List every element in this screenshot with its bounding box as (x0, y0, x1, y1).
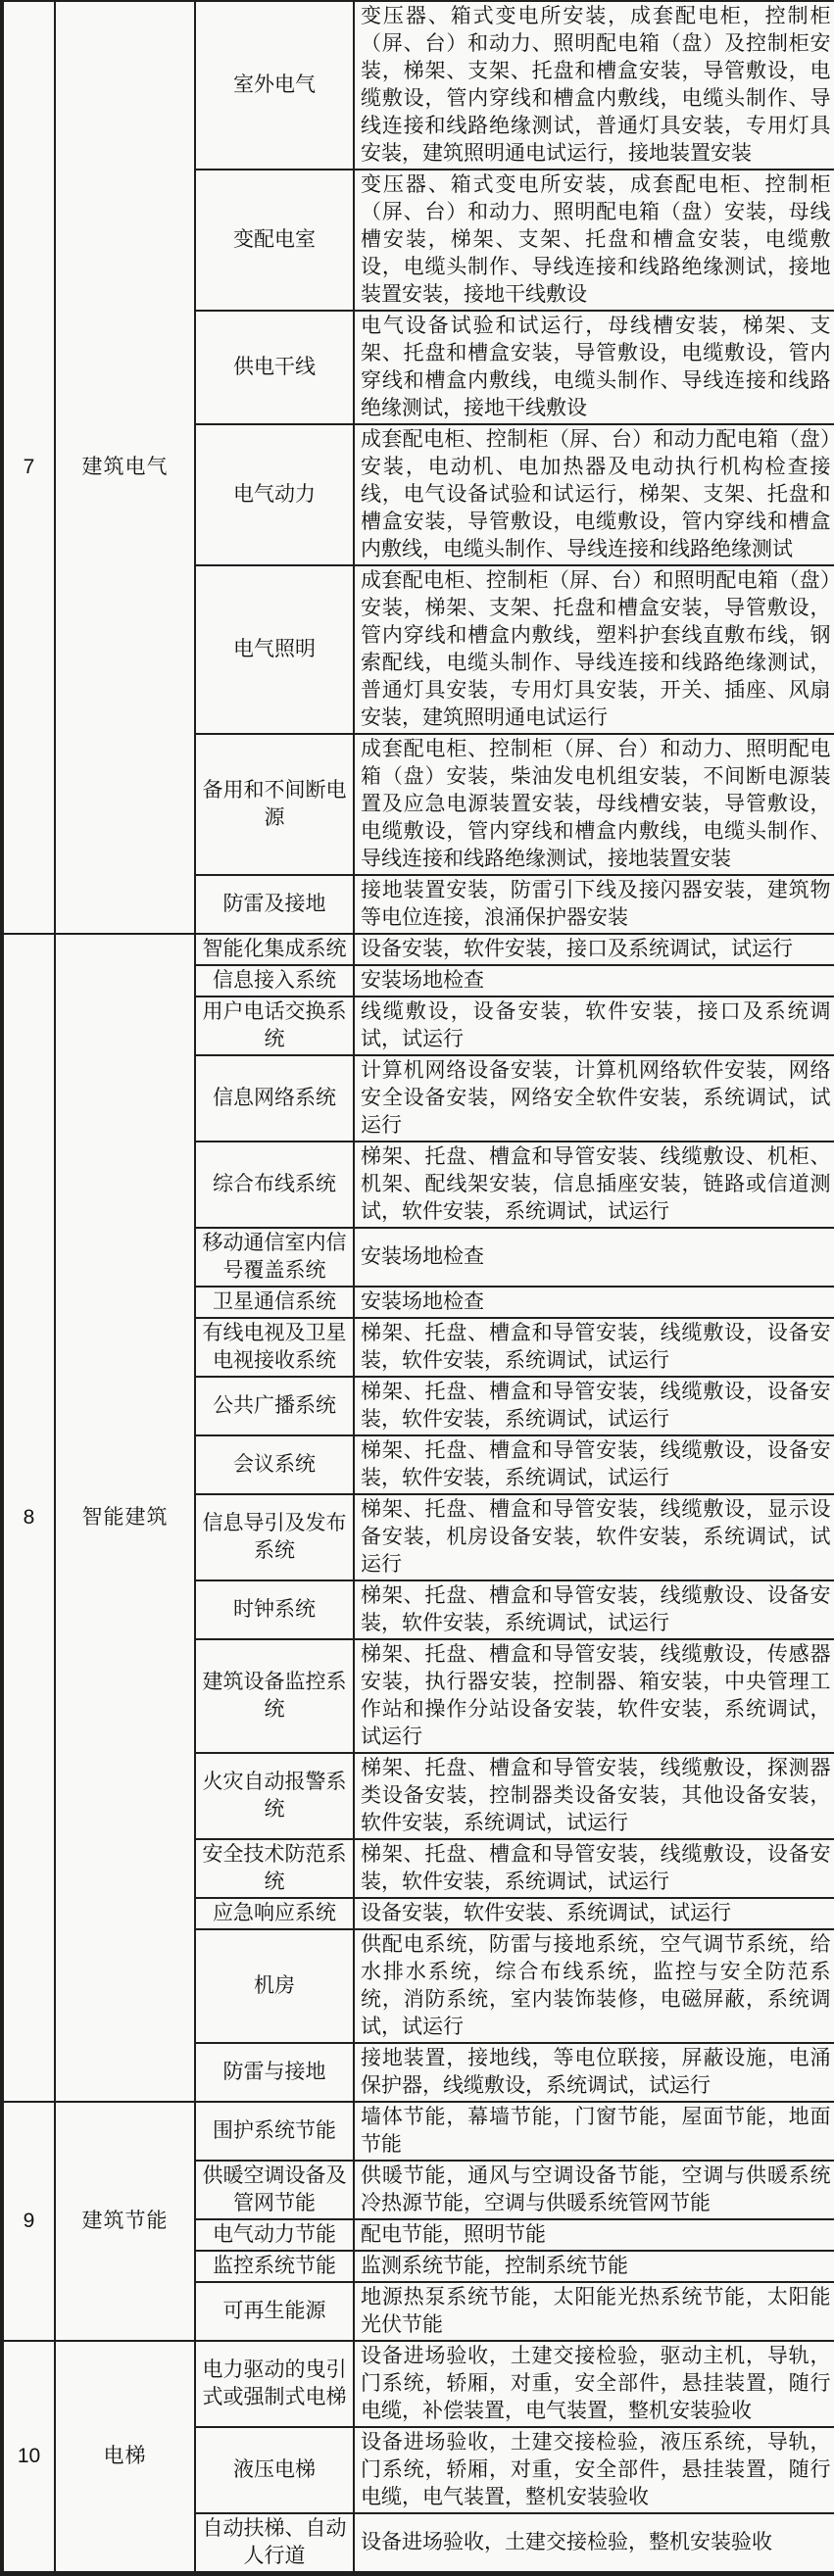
subdivision-name-cell: 综合布线系统 (195, 1142, 354, 1228)
subdivision-name-cell: 电气动力 (195, 424, 354, 565)
inspection-items-cell: 监测系统节能，控制系统节能 (354, 2251, 834, 2282)
inspection-items-cell: 设备安装，软件安装、系统调试，试运行 (354, 1898, 834, 1929)
inspection-items-cell: 梯架、托盘、槽盒和导管安装，线缆敷设，设备安装，软件安装，系统调试，试运行 (354, 1435, 834, 1494)
subdivision-name-cell: 供电干线 (195, 311, 354, 424)
inspection-items-cell: 梯架、托盘、槽盒和导管安装，线缆敷设，设备安装，软件安装，系统调试，试运行 (354, 1377, 834, 1435)
subdivision-name-cell: 应急响应系统 (195, 1898, 354, 1929)
inspection-items-cell: 成套配电柜、控制柜（屏、台）和动力配电箱（盘）安装，电动机、电加热器及电动执行机构检查接线，电气设备试验和试运行，梯架、支架、托盘和槽盒安装，导管敷设，电缆敷设，管内穿线和槽盒内敷线，电缆头制作、导线连接和线路绝缘测试 (354, 424, 834, 565)
inspection-items-cell: 梯架、托盘、槽盒和导管安装，线缆敷设、设备安装，软件安装，系统调试，试运行 (354, 1580, 834, 1639)
subdivision-name-cell: 液压电梯 (195, 2427, 354, 2513)
subdivision-name-cell: 火灾自动报警系统 (195, 1753, 354, 1839)
subdivision-name-cell: 建筑设备监控系统 (195, 1639, 354, 1753)
subdivision-name-cell: 信息接入系统 (195, 965, 354, 996)
subdivision-name-cell: 时钟系统 (195, 1580, 354, 1639)
division-table-body (2, 1, 834, 2574)
subdivision-name-cell: 公共广播系统 (195, 1377, 354, 1435)
table-row (2, 1, 834, 170)
table-row (2, 2102, 834, 2161)
inspection-items-cell: 设备进场验收，土建交接检验，驱动主机，导轨，门系统，轿厢，对重，安全部件，悬挂装置，随行电缆，补偿装置，电气装置，整机安装验收 (354, 2341, 834, 2427)
subdivision-name-cell: 电力驱动的曳引式或强制式电梯 (195, 2341, 354, 2427)
inspection-items-cell: 成套配电柜、控制柜（屏、台）和动力、照明配电箱（盘）安装，柴油发电机组安装，不间断电源装置及应急电源装置安装，母线槽安装，导管敷设，电缆敷设，管内穿线和槽盒内敷线，电缆头制作、导线连接和线路绝缘测试，接地装置安装 (354, 734, 834, 875)
section-category-cell: 建筑节能 (55, 2102, 195, 2341)
inspection-items-cell: 梯架、托盘、槽盒和导管安装，线缆敷设，传感器安装，执行器安装，控制器、箱安装，中央管理工作站和操作分站设备安装，软件安装，系统调试，试运行 (354, 1639, 834, 1753)
subdivision-name-cell: 变配电室 (195, 170, 354, 311)
section-number-cell: 10 (2, 2341, 55, 2574)
subdivision-name-cell: 卫星通信系统 (195, 1287, 354, 1318)
inspection-items-cell: 设备进场验收，土建交接检验，整机安装验收 (354, 2513, 834, 2574)
inspection-items-cell: 设备进场验收，土建交接检验，液压系统，导轨，门系统，轿厢，对重，安全部件，悬挂装置，随行电缆，电气装置，整机安装验收 (354, 2427, 834, 2513)
table-row (2, 934, 834, 965)
inspection-items-cell: 供配电系统，防雷与接地系统，空气调节系统，给水排水系统，综合布线系统，监控与安全防范系统，消防系统，室内装饰装修，电磁屏蔽，系统调试，试运行 (354, 1929, 834, 2043)
section-category-cell: 建筑电气 (55, 1, 195, 934)
subdivision-name-cell: 信息网络系统 (195, 1055, 354, 1142)
subdivision-name-cell: 有线电视及卫星电视接收系统 (195, 1318, 354, 1377)
section-category-cell: 电梯 (55, 2341, 195, 2574)
inspection-items-cell: 设备安装，软件安装，接口及系统调试，试运行 (354, 934, 834, 965)
subdivision-name-cell: 监控系统节能 (195, 2251, 354, 2282)
inspection-items-cell: 梯架、托盘、槽盒和导管安装，线缆敷设，设备安装，软件安装，系统调试，试运行 (354, 1839, 834, 1898)
inspection-items-cell: 供暖节能，通风与空调设备节能，空调与供暖系统冷热源节能，空调与供暖系统管网节能 (354, 2161, 834, 2219)
inspection-items-cell: 墙体节能，幕墙节能，门窗节能，屋面节能，地面节能 (354, 2102, 834, 2161)
subdivision-name-cell: 移动通信室内信号覆盖系统 (195, 1228, 354, 1287)
section-number-cell: 9 (2, 2102, 55, 2341)
subdivision-name-cell: 电气照明 (195, 565, 354, 734)
inspection-items-cell: 计算机网络设备安装，计算机网络软件安装，网络安全设备安装，网络安全软件安装，系统调试，试运行 (354, 1055, 834, 1142)
subdivision-name-cell: 自动扶梯、自动人行道 (195, 2513, 354, 2574)
inspection-items-cell: 成套配电柜、控制柜（屏、台）和照明配电箱（盘）安装，梯架、支架、托盘和槽盒安装，导管敷设，管内穿线和槽盒内敷线，塑料护套线直敷布线，钢索配线，电缆头制作、导线连接和线路绝缘测试，普通灯具安装，专用灯具安装，开关、插座、风扇安装，建筑照明通电试运行 (354, 565, 834, 734)
inspection-items-cell: 梯架、托盘、槽盒和导管安装、线缆敷设、机柜、机架、配线架安装，信息插座安装，链路或信道测试，软件安装，系统调试，试运行 (354, 1142, 834, 1228)
inspection-items-cell: 变压器、箱式变电所安装，成套配电柜，控制柜（屏、台）和动力、照明配电箱（盘）及控制柜安装，梯架、支架、托盘和槽盒安装，导管敷设，电缆敷设，管内穿线和槽盒内敷线，电缆头制作、导线连接和线路绝缘测试，普通灯具安装，专用灯具安装，建筑照明通电试运行，接地装置安装 (354, 1, 834, 170)
inspection-items-cell: 线缆敷设，设备安装，软件安装，接口及系统调试，试运行 (354, 996, 834, 1055)
subdivision-name-cell: 围护系统节能 (195, 2102, 354, 2161)
inspection-items-cell: 接地装置，接地线，等电位联接，屏蔽设施，电涌保护器，线缆敷设，系统调试，试运行 (354, 2043, 834, 2102)
section-number-cell: 8 (2, 934, 55, 2102)
subdivision-name-cell: 安全技术防范系统 (195, 1839, 354, 1898)
subdivision-name-cell: 信息导引及发布系统 (195, 1494, 354, 1580)
inspection-items-cell: 配电节能，照明节能 (354, 2219, 834, 2251)
inspection-items-cell: 梯架、托盘、槽盒和导管安装，线缆敷设，探测器类设备安装，控制器类设备安装，其他设备安装，软件安装，系统调试，试运行 (354, 1753, 834, 1839)
subdivision-name-cell: 电气动力节能 (195, 2219, 354, 2251)
subdivision-name-cell: 用户电话交换系统 (195, 996, 354, 1055)
inspection-items-cell: 地源热泵系统节能，太阳能光热系统节能，太阳能光伏节能 (354, 2282, 834, 2341)
section-category-cell: 智能建筑 (55, 934, 195, 2102)
inspection-items-cell: 电气设备试验和试运行，母线槽安装，梯架、支架、托盘和槽盒安装，导管敷设，电缆敷设，管内穿线和槽盒内敷线，电缆头制作、导线连接和线路绝缘测试，接地干线敷设 (354, 311, 834, 424)
subdivision-name-cell: 供暖空调设备及管网节能 (195, 2161, 354, 2219)
subdivision-name-cell: 会议系统 (195, 1435, 354, 1494)
section-number-cell: 7 (2, 1, 55, 934)
subdivision-name-cell: 可再生能源 (195, 2282, 354, 2341)
subdivision-name-cell: 防雷及接地 (195, 875, 354, 934)
subdivision-name-cell: 机房 (195, 1929, 354, 2043)
subdivision-name-cell: 室外电气 (195, 1, 354, 170)
inspection-items-cell: 安装场地检查 (354, 1228, 834, 1287)
inspection-items-cell: 安装场地检查 (354, 965, 834, 996)
subdivision-name-cell: 备用和不间断电源 (195, 734, 354, 875)
subdivision-name-cell: 防雷与接地 (195, 2043, 354, 2102)
subdivision-name-cell: 智能化集成系统 (195, 934, 354, 965)
inspection-items-cell: 梯架、托盘、槽盒和导管安装，线缆敷设，设备安装，软件安装，系统调试，试运行 (354, 1318, 834, 1377)
table-row (2, 2341, 834, 2427)
inspection-items-cell: 接地装置安装，防雷引下线及接闪器安装，建筑物等电位连接，浪涌保护器安装 (354, 875, 834, 934)
inspection-items-cell: 梯架、托盘、槽盒和导管安装，线缆敷设，显示设备安装，机房设备安装，软件安装，系统调试，试运行 (354, 1494, 834, 1580)
inspection-items-cell: 变压器、箱式变电所安装，成套配电柜、控制柜（屏、台）和动力、照明配电箱（盘）安装，母线槽安装，梯架、支架、托盘和槽盒安装，电缆敷设，电缆头制作、导线连接和线路绝缘测试，接地装置安装，接地干线敷设 (354, 170, 834, 311)
inspection-items-cell: 安装场地检查 (354, 1287, 834, 1318)
